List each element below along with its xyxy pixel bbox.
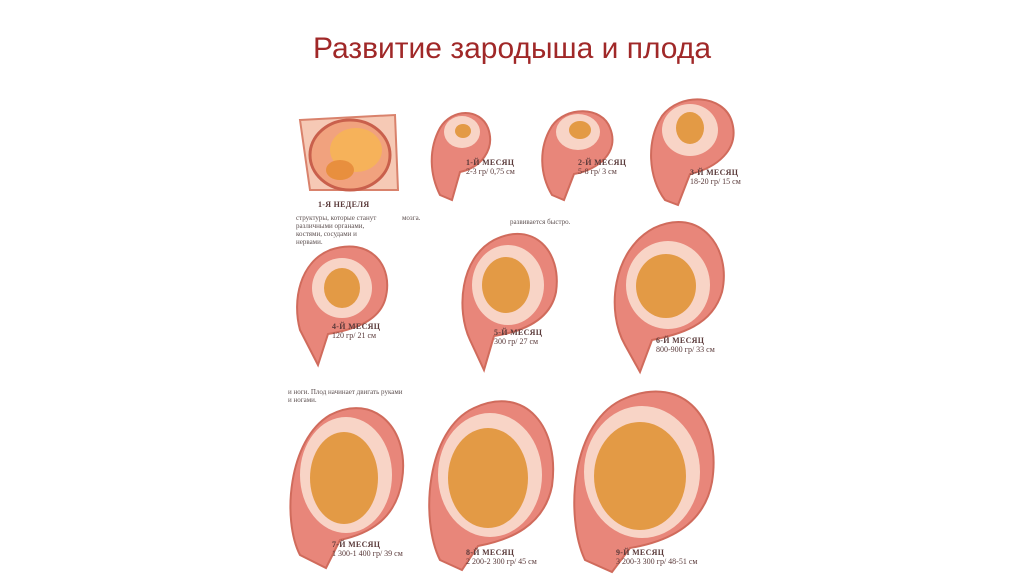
stage-month-7-caption xyxy=(332,540,403,558)
stage-month-6-label: 6-Й МЕСЯЦ xyxy=(656,336,705,345)
stage-month-2-caption xyxy=(578,158,626,176)
stage-month-8-drawing xyxy=(429,401,553,570)
note-limbs: и ноги. Плод начинает двигать руками и ногами. xyxy=(288,388,403,404)
stage-month-6-size: 800-900 гр/ 33 см xyxy=(656,345,715,354)
note-brain: мозга. xyxy=(402,214,421,222)
stage-month-1-size: 2-3 гр/ 0,75 см xyxy=(466,167,515,176)
stage-month-2-drawing xyxy=(542,111,612,200)
stage-month-5-size: 300 гр/ 27 см xyxy=(494,337,539,346)
stage-month-9-size: 3 200-3 300 гр/ 48-51 см xyxy=(616,557,698,566)
stage-month-6-caption xyxy=(656,336,715,354)
stage-month-5-drawing xyxy=(462,234,556,370)
stage-month-5-caption xyxy=(494,328,542,346)
stage-month-9-caption xyxy=(616,548,697,566)
stage-month-8-caption xyxy=(466,548,537,566)
stage-month-1-drawing xyxy=(432,113,490,200)
stage-month-3-caption xyxy=(690,168,741,186)
stage-month-8-label: 8-Й МЕСЯЦ xyxy=(466,548,515,557)
stage-month-2-label: 2-Й МЕСЯЦ xyxy=(578,158,627,167)
stage-month-7-label: 7-Й МЕСЯЦ xyxy=(332,540,381,549)
page-title: Развитие зародыша и плода xyxy=(312,32,712,65)
stage-month-4-drawing xyxy=(297,246,387,365)
note-structures: структуры, которые станут различными органами, костями, сосудами и нервами. xyxy=(296,214,377,246)
stage-month-1-label: 1-Й МЕСЯЦ xyxy=(466,158,515,167)
stage-month-8-size: 2 200-2 300 гр/ 45 см xyxy=(466,557,537,566)
stage-month-4-caption xyxy=(332,322,380,340)
stage-month-4-size: 120 гр/ 21 см xyxy=(332,331,377,340)
stage-month-3-drawing xyxy=(651,99,734,205)
stage-month-9-label: 9-Й МЕСЯЦ xyxy=(616,548,665,557)
stage-month-4-label: 4-Й МЕСЯЦ xyxy=(332,322,381,331)
stage-month-3-size: 18-20 гр/ 15 см xyxy=(690,177,741,186)
stage-month-1-caption xyxy=(466,158,515,176)
note-develops-fast: развивается быстро. xyxy=(510,218,571,226)
stage-week-1-drawing xyxy=(300,115,398,190)
stage-month-3-label: 3-Й МЕСЯЦ xyxy=(690,168,739,177)
stage-month-7-size: 1 300-1 400 гр/ 39 см xyxy=(332,549,403,558)
stage-week-1-label: 1-Я НЕДЕЛЯ xyxy=(318,200,370,209)
stage-month-2-size: 5-8 гр/ 3 см xyxy=(578,167,617,176)
stage-month-9-drawing xyxy=(574,392,713,572)
stage-month-5-label: 5-Й МЕСЯЦ xyxy=(494,328,543,337)
